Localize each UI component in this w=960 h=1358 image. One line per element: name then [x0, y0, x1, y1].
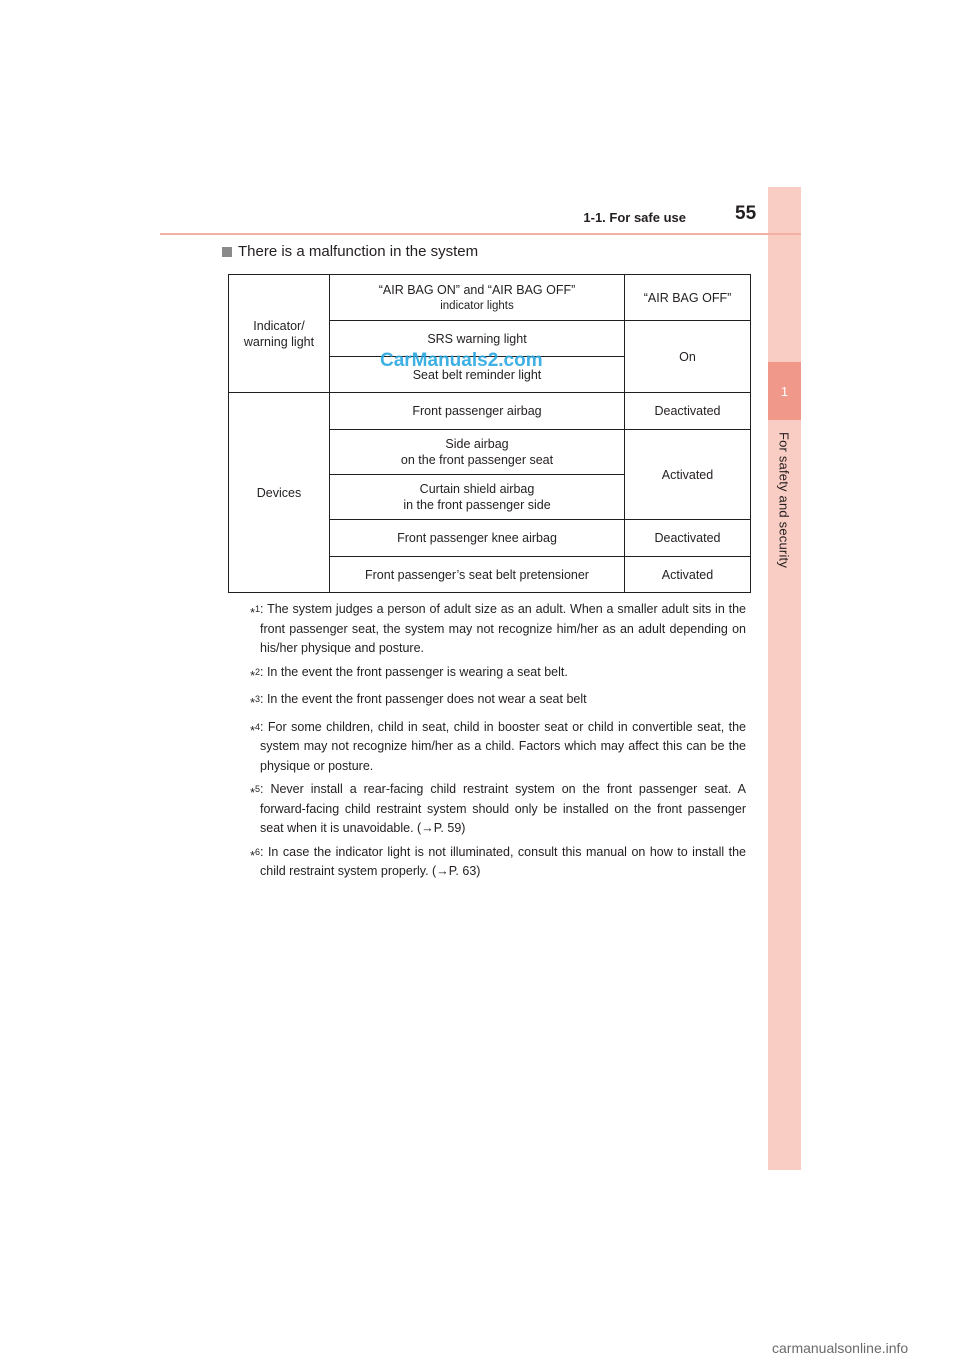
side-curtain-state-cell: Activated	[625, 430, 751, 520]
curtain-airbag-cell: Curtain shield airbag in the front passenger side	[330, 475, 625, 520]
devices-label-cell: Devices	[229, 393, 330, 593]
footnote: *$^4$ : For some children, child in seat, child in booster seat or child in convertible seat, the system may not recognize him/her as a child. Factors which may affect this can be the physique or posture.	[250, 719, 746, 773]
col-header-indicator-lights: “AIR BAG ON” and “AIR BAG OFF” indicator lights	[330, 275, 625, 321]
chapter-side-strip	[768, 187, 801, 1170]
square-bullet-icon	[222, 247, 232, 257]
pretensioner-state-cell: Activated	[625, 557, 751, 593]
front-airbag-state-cell: Deactivated	[625, 393, 751, 430]
page-number: 55	[735, 203, 757, 224]
seat-belt-reminder-cell: Seat belt reminder light	[330, 357, 625, 393]
chapter-number-tab	[768, 362, 801, 420]
section-heading	[222, 243, 478, 260]
footnotes	[236, 600, 746, 886]
knee-airbag-cell: Front passenger knee airbag	[330, 520, 625, 557]
front-airbag-cell: Front passenger airbag	[330, 393, 625, 430]
footnote: *$^2$ : In the event the front passenger is wearing a seat belt.	[250, 664, 568, 683]
pretensioner-cell: Front passenger’s seat belt pretensioner	[330, 557, 625, 593]
lights-state-cell: On	[625, 321, 751, 393]
watermark: CarManuals2.com	[380, 350, 543, 371]
col-header-air-bag-off: “AIR BAG OFF”	[625, 275, 751, 321]
section-title: 1-1. For safe use	[583, 210, 686, 225]
chapter-number: 1	[780, 383, 789, 399]
indicator-label-cell: Indicator/ warning light	[229, 275, 330, 393]
footnote: *$^6$ : In case the indicator light is not illuminated, consult this manual on how to install the child restraint system properly. (→P. 63)	[250, 844, 746, 879]
header-rule	[160, 233, 801, 235]
footer-watermark: carmanualsonline.info	[772, 1340, 909, 1356]
section-heading-text: There is a malfunction in the system	[238, 243, 479, 260]
side-airbag-cell: Side airbag on the front passenger seat	[330, 430, 625, 475]
footnote: *$^3$ : In the event the front passenger does not wear a seat belt	[250, 692, 587, 711]
knee-airbag-state-cell: Deactivated	[625, 520, 751, 557]
malfunction-table	[228, 274, 751, 593]
footnote: *$^1$ : The system judges a person of adult size as an adult. When a smaller adult sits in the front passenger seat, the system may not recognize him/her as an adult depending on his/her physique and posture.	[250, 602, 746, 655]
footnote: *$^5$ : Never install a rear-facing child restraint system on the front passenger seat. A forward-facing child restraint system should only be installed on the front passenger seat when it is unavoidable. (→P. 59)	[250, 782, 746, 836]
srs-warning-light-cell: SRS warning light	[330, 321, 625, 357]
chapter-title: For safety and security	[776, 431, 792, 569]
